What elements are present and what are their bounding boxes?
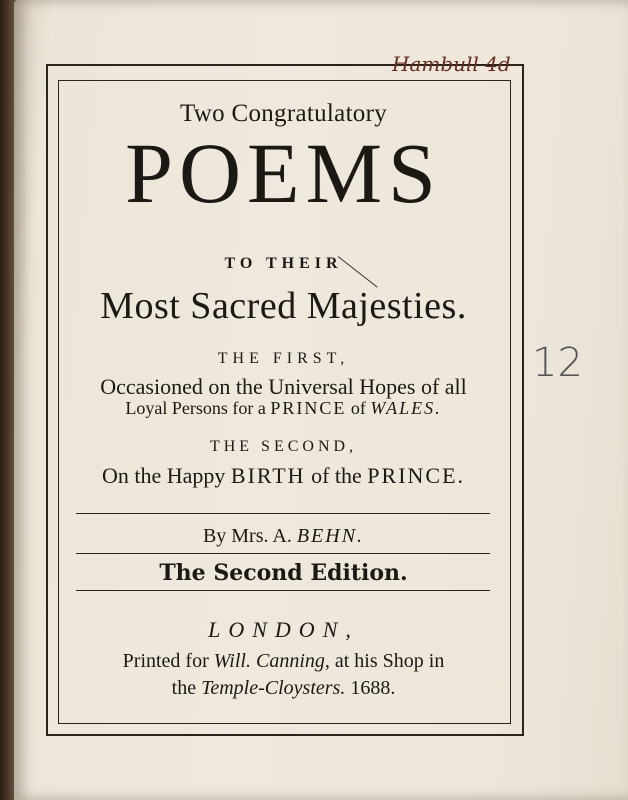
- edition-line: The Second Edition.: [159, 560, 408, 586]
- rule-below-author: [76, 553, 490, 554]
- manuscript-signature: Hambull 4d: [392, 52, 511, 76]
- author-line: By Mrs. A. BEHN.: [202, 525, 365, 547]
- main-title: POEMS: [125, 125, 442, 221]
- first-description: Occasioned on the Universal Hopes of all: [100, 374, 467, 399]
- imprint-line-1: Printed for Will. Canning, at his Shop in: [122, 650, 445, 672]
- second-description: On the Happy BIRTH of the PRINCE.: [101, 463, 466, 488]
- first-heading: THE FIRST,: [217, 350, 350, 367]
- second-heading: THE SECOND,: [209, 438, 358, 455]
- rule-above-author: [76, 513, 490, 514]
- to-their-line: TO THEIR: [224, 255, 343, 272]
- majesties-line: Most Sacred Majesties.: [100, 285, 467, 327]
- rule-below-edition: [76, 590, 490, 591]
- imprint-city: LONDON,: [208, 617, 359, 642]
- first-description-2: Loyal Persons for a PRINCE of WALES.: [125, 398, 442, 418]
- imprint-line-2: the Temple-Cloysters. 1688.: [171, 677, 396, 699]
- title-content: [58, 0, 509, 800]
- manuscript-number: 12: [532, 340, 583, 386]
- subtitle-line: Two Congratulatory: [179, 100, 388, 127]
